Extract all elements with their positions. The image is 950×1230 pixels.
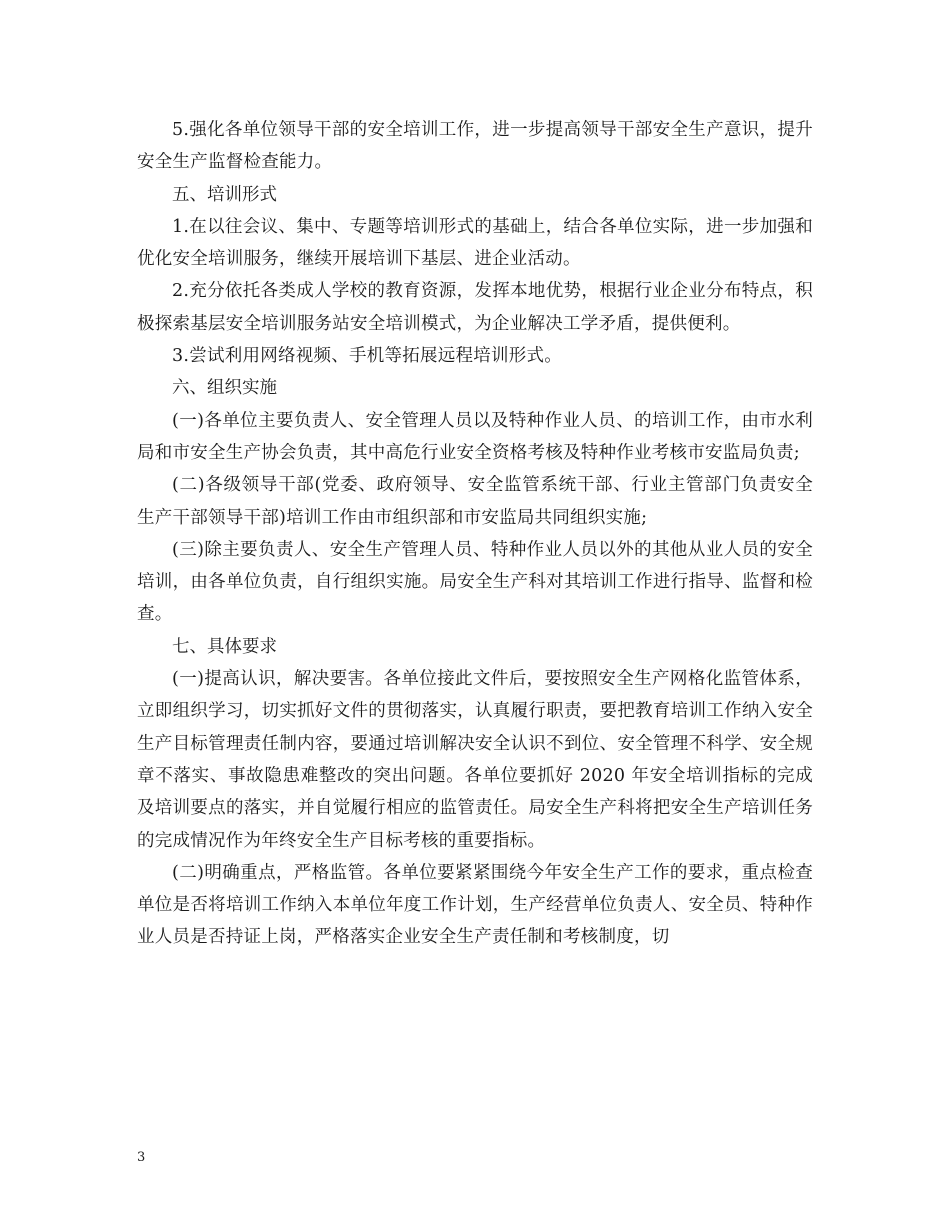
paragraph-requirement-1: (一)提高认识，解决要害。各单位接此文件后，要按照安全生产网格化监管体系，立即组织学习，切实抓好文件的贯彻落实，认真履行职责，要把教育培训工作纳入安全生产目标管理责任制内容，要通过培训解决安全认识不到位、安全管理不科学、安全规章不落实、事故隐患难整改的突出问题。各单位要抓好 2020 年安全培训指标的完成及培训要点的落实，并自觉履行相应的监管责任。局安全生产科将把安全生产培训任务的完成情况作为年终安全生产目标考核的重要指标。 <box>137 669 813 851</box>
section-heading-organization: 六、组织实施 <box>172 378 277 399</box>
page-number: 3 <box>137 1150 146 1165</box>
paragraph-form-3: 3.尝试利用网络视频、手机等拓展远程培训形式。 <box>172 346 562 367</box>
section-heading-training-forms: 五、培训形式 <box>172 184 277 205</box>
paragraph-organization-3: (三)除主要负责人、安全生产管理人员、特种作业人员以外的其他从业人员的安全培训，由各单位负责，自行组织实施。局安全生产科对其培训工作进行指导、监督和检查。 <box>137 539 813 625</box>
paragraph-item-5: 5.强化各单位领导干部的安全培训工作，进一步提高领导干部安全生产意识，提升安全生产监督检查能力。 <box>137 120 813 173</box>
document-body <box>137 114 813 954</box>
paragraph-organization-2: (二)各级领导干部(党委、政府领导、安全监管系统干部、行业主管部门负责安全生产干部领导干部)培训工作由市组织部和市安监局共同组织实施; <box>137 475 813 528</box>
paragraph-requirement-2: (二)明确重点，严格监管。各单位要紧紧围绕今年安全生产工作的要求，重点检查单位是否将培训工作纳入本单位年度工作计划，生产经营单位负责人、安全员、特种作业人员是否持证上岗，严格落实企业安全生产责任制和考核制度，切 <box>137 862 813 948</box>
paragraph-organization-1: (一)各单位主要负责人、安全管理人员以及特种作业人员、的培训工作，由市水利局和市安全生产协会负责，其中高危行业安全资格考核及特种作业考核市安监局负责; <box>137 410 813 463</box>
paragraph-form-1: 1.在以往会议、集中、专题等培训形式的基础上，结合各单位实际，进一步加强和优化安全培训服务，继续开展培训下基层、进企业活动。 <box>137 216 813 270</box>
section-heading-requirements: 七、具体要求 <box>172 636 277 657</box>
paragraph-form-2: 2.充分依托各类成人学校的教育资源，发挥本地优势，根据行业企业分布特点，积极探索基层安全培训服务站安全培训模式，为企业解决工学矛盾，提供便利。 <box>137 281 813 334</box>
